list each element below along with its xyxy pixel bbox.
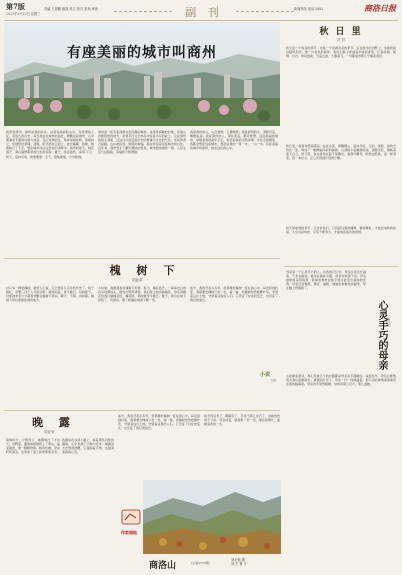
photo-issue: (总第2716期)	[191, 561, 210, 565]
article-mother-author: 鲁 平	[387, 318, 391, 327]
news-hotline: 新闻热线 电话 2882	[294, 7, 324, 11]
mountain-photo	[143, 480, 281, 554]
writing-brush-icon	[120, 506, 142, 528]
article-mother-title: 心灵手巧的母亲	[376, 300, 387, 370]
article-dew-col2: 我漫步在乡间小路上，看着那些闪烁的露珠，心中充满了宁静与安详。晚露是大自然的馈赠，它滋润着万物，也滋润着我的心灵。	[62, 438, 114, 455]
article-mother-col1: 母亲是一个心灵手巧的人。在我的记忆中，母亲总是在忙碌着，不是在做饭，就是在缝补衣服，或者在地里干活。母亲做的饭菜特别香，简单的食材在她手里总能变出美味的佳肴。母亲还会剪纸、绣花、做鞋，她做的布鞋结实耐穿，穿在脚上舒服极了。	[286, 270, 366, 291]
photo-credit-line-2: 刘 杰 鲁 平	[231, 562, 247, 566]
article-poplar-author: 胡蓝草	[132, 278, 143, 282]
article-mother-continued: 如今母亲老了，眼睛花了，手也不那么灵巧了，但她依然闲不下来。母亲的爱，就像那一针一线，细密而绵长，温暖着我的一生。	[204, 414, 280, 427]
page-header	[4, 2, 398, 20]
article-city-col3: 我爱商州的山，山峦叠翠，云雾缭绕；我爱商州的水，清澈见底，蜿蜒流淌；我爱商州的人，淳朴善良，勤劳智慧。这座美丽的城市，承载着我的童年记忆，寄托着我的无限深情。无论走到哪里，我都会想起这座城市，想起这里的一草一木，一山一水。有座美丽的城市叫商州，她永远在我心中。	[190, 130, 278, 151]
right-column	[284, 22, 398, 572]
fiction-badge-sub: 方阵	[270, 379, 277, 383]
section-divider	[4, 258, 280, 259]
article-poplar-col2: 小时候，我最喜欢在槐树下玩耍。春天，槐花盛开，一串串洁白的花朵挂满枝头，散发出阵阵清香。我们爬上树去摘槐花，母亲用槐花给我们做槐花饭、槐花饼，那味道至今难忘。夏天，我们在树下捉知了、玩游戏，累了就躺在树荫下睡一觉。	[98, 286, 186, 303]
article-poplar-col3: 如今，我离开家乡多年，但那棵老槐树一直在我心中。每次回到村里，我都要去槐树下坐一坐，看一看。老槐树依然枝繁叶茂，守望着这片土地，守望着这里的人们。它见证了村庄的变迁，也见证了我们的成长。	[190, 286, 278, 303]
article-mother-col2: 小时候家里穷，我们兄妹几个的衣服都是母亲亲手缝制的。每到过年，母亲总要熬夜为我们赶制新衣。昏黄的灯光下，母亲一针一线地缝着，那专注的神情深深地印在我的脑海里。母亲的手虽然粗糙，但却是那么灵巧，那么温暖。	[286, 374, 396, 387]
article-autumn-author: 冯 君	[336, 38, 346, 42]
editor-credits: 责编 王源鹏 版面 张立 校对 张杨 审读	[44, 7, 98, 11]
article-autumn-col3: 秋天是成熟的季节，它告诉我们，只有经过春的播种、夏的耕耘，才能迎来秋的收获。人生也是如此，只有不断努力，才能收获成功的喜悦。	[286, 226, 396, 235]
hero-title: 有座美丽的城市叫商州	[67, 45, 217, 61]
section-title: 副 刊	[185, 6, 223, 19]
city-skyline-illustration	[4, 22, 280, 126]
fiction-badge	[260, 370, 284, 384]
photo-caption	[143, 556, 281, 572]
article-city-col2: 商州是一座有着深厚文化底蕴的城市。这里是商鞅的封地，是商山四皓隐居的地方，是贾平凹文学作品中反复书写的故土。走在商州的街头巷尾，处处可以感受到历史的厚重与文化的气息。老街的青石板路，古朴的民居，斑驳的城墙，都在诉说着这座城市的过往。近年来，商州发生了翻天覆地的变化，城市面貌焕然一新，人民生活日益富裕，幸福感不断增强。	[98, 130, 186, 155]
article-dew-col1: 傍晚时分，夕阳西下，晚霞映红了半边天。田野里，露珠悄悄地爬上了草尖，晶莹剔透，像一颗颗珍珠。晚风轻拂，带来阵阵清凉，也带来了泥土和青草的芬芳。	[6, 438, 60, 455]
mountain-illustration	[143, 480, 281, 554]
article-poplar-title: 槐 树 下	[109, 264, 181, 277]
article-autumn-title: 秋 日 里	[319, 27, 363, 37]
article-autumn-col2: 秋日里，我喜欢登高望远。站在山顶，俯瞰群山，层林尽染，红的、黄的、绿的交织在一起，构成了一幅绚丽多彩的画卷。山间的小溪潺潺流淌，清澈见底，倒映着蓝天白云。秋日里，我也喜欢在院子里静坐，看落叶飘零，听秋虫低鸣，品一杯清茶，读一本好书，让心灵得到片刻的宁静。	[286, 144, 396, 161]
writers-corner-label: 作家园地	[121, 530, 137, 535]
article-dew-title: 晚 露	[32, 416, 76, 429]
photo-credit-line-1: 刘永强 摄	[231, 558, 245, 562]
photo-title: 商洛山	[149, 561, 177, 571]
article-poplar-col1: 村口有一棵老槐树，据老人们说，它已经有几百年的历史了。树干粗壮，需要三四个人才能合抱；树冠如盖，遮天蔽日。每到夏天，村里的老老少少都喜欢聚在槐树下乘凉、聊天、下棋、讲故事。槐树下是村里最热闹的地方。	[6, 286, 94, 303]
publish-date: 2023年5月10日 星期三	[6, 12, 41, 16]
article-city-col1: 我喜欢商州，商州是我的故乡。这里有美丽的山水，有热情的人民，有悠久的历史。每当我站在城市的高处，俯瞰这座城市，心中便涌起无限的自豪与热爱。丹江穿城而过，两岸绿树成荫，高楼林立，街道整洁宽阔。清晨，阳光洒在江面上，波光粼粼；傍晚，晚霞映红了天空，整座城市沐浴在金色的余晖中。商州的春天，桃花盛开，满山遍野都是粉红色的花海；夏天，绿意盎然，凉风习习；秋天，层林尽染，硕果累累；冬天，银装素裹，分外妖娆。	[6, 130, 94, 159]
header-rule	[4, 20, 398, 21]
header-dash-left	[114, 11, 172, 12]
photo-credit	[231, 558, 247, 566]
page-number: 第7版	[6, 2, 25, 11]
section-divider	[284, 266, 398, 267]
section-divider	[4, 410, 280, 411]
masthead-logo: 商洛日报	[364, 3, 396, 13]
article-dew-author: 刘亚荣	[44, 430, 55, 434]
article-poplar-continued: 如今，我离开家乡多年，但那棵老槐树一直在我心中。每次回到村里，我都要去槐树下坐一坐，看一看。老槐树依然枝繁叶茂，守望着这片土地，守望着这里的人们。它见证了村庄的变迁，也见证了我们的成长。	[118, 414, 200, 431]
hero-image	[4, 22, 280, 126]
article-autumn-col1: 秋天是一个收获的季节，也是一个充满诗意的季节。走在秋日的田野上，金黄的稻谷随风起伏，像一片金色的海洋。农民们脸上洋溢着丰收的喜悦，忙着收割、晾晒、归仓。秋风送爽，天高云淡，大雁南飞，一切都显得那么宁静而美好。	[286, 46, 396, 59]
header-dash-right	[236, 11, 294, 12]
fiction-badge-title: 小说	[260, 372, 271, 378]
